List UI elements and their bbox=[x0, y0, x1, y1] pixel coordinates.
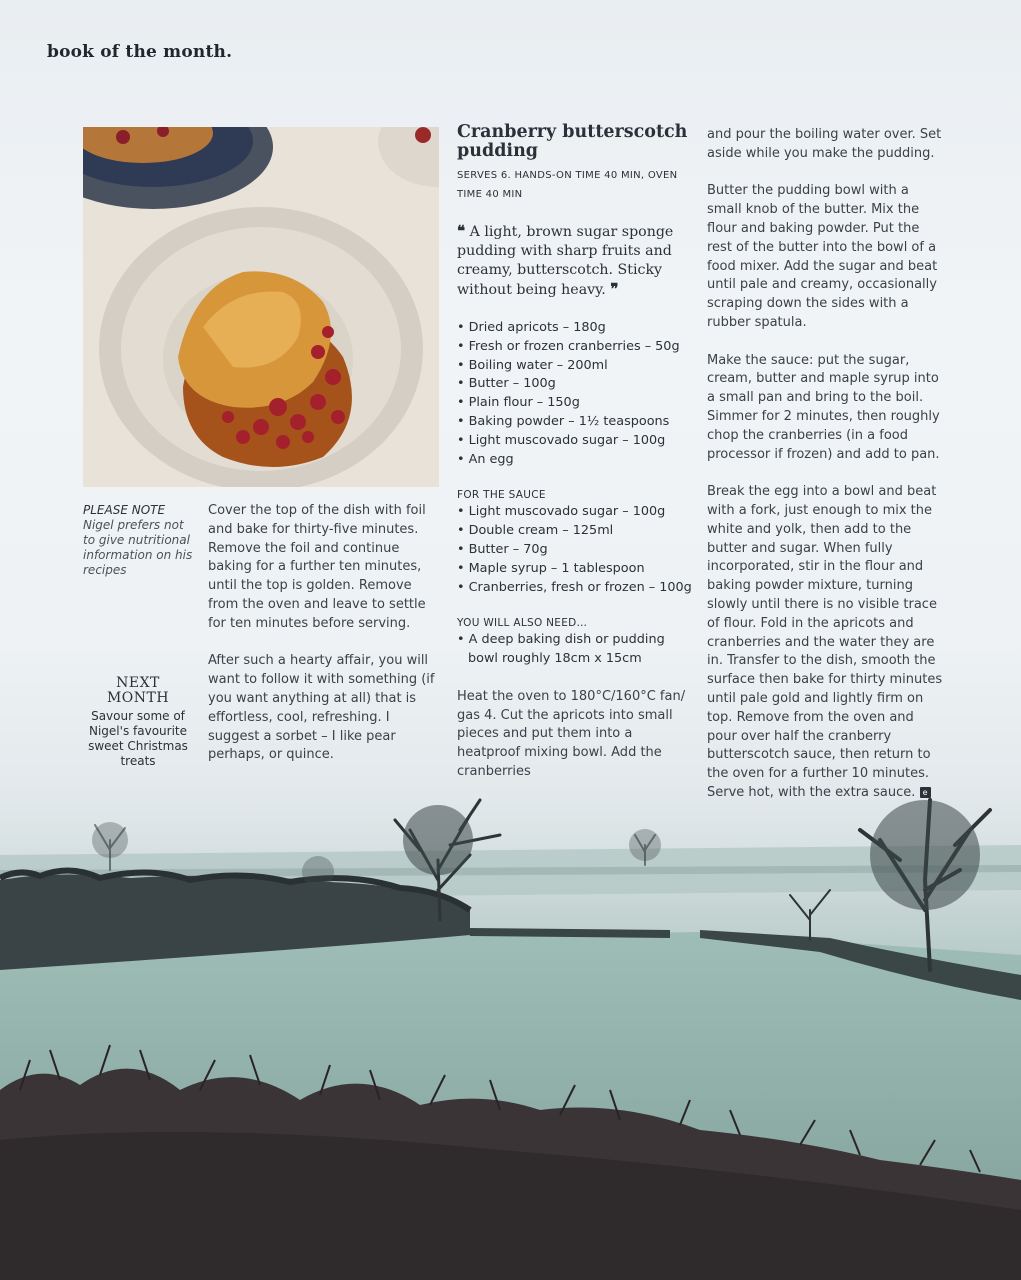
pull-quote-text: A light, brown sugar sponge pudding with sharp fruits and creamy, butterscotch. Sticky without being heavy. bbox=[457, 224, 674, 298]
please-note bbox=[83, 503, 195, 578]
final-method-text: Break the egg into a bowl and beat with a fork, just enough to mix the white and yolk, then add to the butter and sugar. When fully incorporated, stir in the flour and baking powder mixture, turning slowly until there is no visible trace of flour. Fold in the apricots and cranberries and the water they are in. Transfer to the dish, smooth the surface then bake for thirty minutes until pale gold and lightly firm on top. Remove from the oven and pour over half the cranberry butterscotch sauce, then return to the oven for a further 10 minutes. Serve hot, with the extra sauce. bbox=[707, 484, 943, 800]
pull-quote bbox=[457, 222, 697, 300]
method-paragraph: and pour the boiling water over. Set aside while you make the pudding. bbox=[707, 127, 942, 161]
sauce-item: • Maple syrup – 1 tablespoon bbox=[457, 560, 697, 579]
method-paragraph: Butter the pudding bowl with a small knob of the butter. Mix the flour and baking powder. Put the rest of the butter into the bowl of a food mixer. Add the sugar and beat until pale and creamy, occasionally scraping down the sides with a rubber spatula. bbox=[707, 183, 938, 330]
also-need-heading: YOU WILL ALSO NEED… bbox=[457, 617, 588, 630]
recipe-column-2 bbox=[457, 123, 697, 782]
method-column-3 bbox=[707, 126, 947, 821]
ingredient-item: • Butter – 100g bbox=[457, 375, 697, 394]
end-mark-icon: e bbox=[920, 787, 931, 798]
please-note-label: PLEASE NOTE bbox=[83, 503, 166, 517]
method-paragraph: Cover the top of the dish with foil and bake for thirty-five minutes. Remove the foil and continue baking for a further ten minutes, until the top is golden. Remove from the oven and leave to settle for ten minutes before serving. bbox=[208, 503, 426, 631]
next-month-heading-2: MONTH bbox=[106, 690, 170, 706]
ingredient-item: • Baking powder – 1½ teaspoons bbox=[457, 413, 697, 432]
ingredient-list bbox=[457, 319, 697, 469]
sauce-list bbox=[457, 503, 697, 597]
masthead: book of the month. bbox=[47, 42, 233, 62]
sauce-heading: FOR THE SAUCE bbox=[457, 489, 546, 502]
open-quote-icon: ❝ bbox=[457, 222, 466, 240]
next-month-box bbox=[82, 676, 194, 769]
serves-info: SERVES 6. HANDS-ON TIME 40 MIN, OVEN TIME 40 MIN bbox=[457, 170, 678, 200]
ingredient-item: • Dried apricots – 180g bbox=[457, 319, 697, 338]
method-paragraph: After such a hearty affair, you will want to follow it with something (if you want anything at all) that is effortless, cool, refreshing. I suggest a sorbet – I like pear perhaps, or quince. bbox=[208, 653, 435, 763]
ingredient-item: • An egg bbox=[457, 451, 697, 470]
ingredient-item: • Boiling water – 200ml bbox=[457, 357, 697, 376]
pudding-photo bbox=[83, 127, 439, 487]
equipment-item: • A deep baking dish or pudding bowl roughly 18cm x 15cm bbox=[457, 631, 697, 669]
please-note-text: Nigel prefers not to give nutritional information on his recipes bbox=[83, 518, 193, 577]
landscape-photo bbox=[0, 760, 1021, 1280]
sauce-item: • Light muscovado sugar – 100g bbox=[457, 503, 697, 522]
method-paragraph: Make the sauce: put the sugar, cream, butter and maple syrup into a small pan and bring to the boil. Simmer for 2 minutes, then roughly chop the cranberries (in a food processor if frozen) and add to pan. bbox=[707, 352, 940, 462]
sauce-item: • Double cream – 125ml bbox=[457, 522, 697, 541]
recipe-title: Cranberry butterscotch pudding bbox=[457, 122, 688, 161]
sauce-item: • Butter – 70g bbox=[457, 541, 697, 560]
ingredient-item: • Plain flour – 150g bbox=[457, 394, 697, 413]
equipment-list bbox=[457, 631, 697, 669]
close-quote-icon: ❞ bbox=[610, 280, 619, 298]
method-paragraph: Heat the oven to 180°C/160°C fan/ gas 4. Cut the apricots into small pieces and put them into a heatproof mixing bowl. Add the cranberries bbox=[457, 688, 686, 779]
ingredient-item: • Fresh or frozen cranberries – 50g bbox=[457, 338, 697, 357]
method-paragraph-final bbox=[707, 483, 947, 803]
next-month-heading-1: NEXT bbox=[116, 675, 160, 691]
next-month-text: Savour some of Nigel's favourite sweet Christmas treats bbox=[88, 709, 188, 768]
method-column-1 bbox=[208, 502, 444, 784]
ingredient-item: • Light muscovado sugar – 100g bbox=[457, 432, 697, 451]
sauce-item: • Cranberries, fresh or frozen – 100g bbox=[457, 579, 697, 598]
